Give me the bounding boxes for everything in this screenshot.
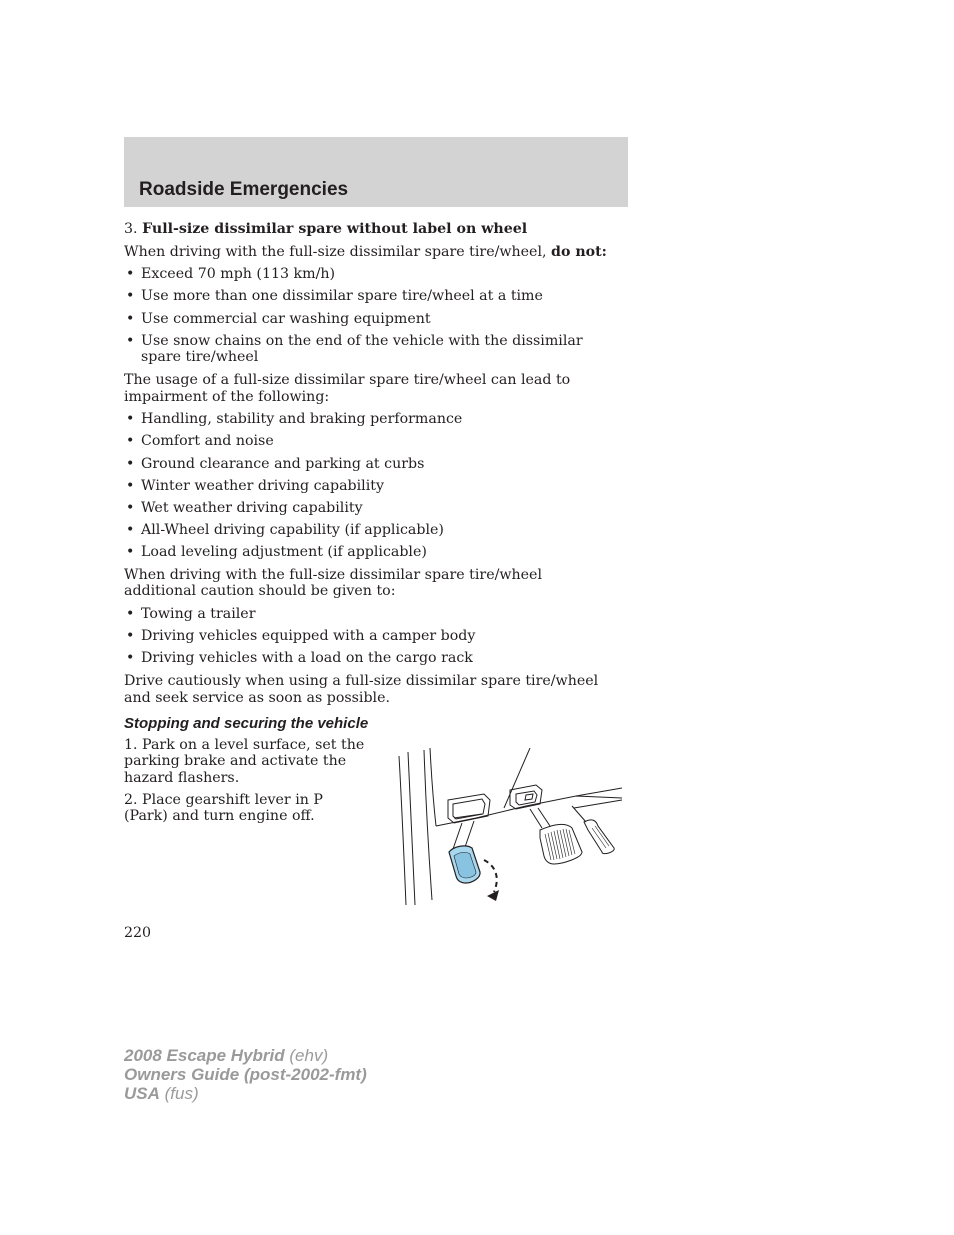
item-heading: Full-size dissimilar spare without label on wheel <box>142 221 528 237</box>
impairment-intro: The usage of a full-size dissimilar spare tire/wheel can lead to impairment of the following: <box>124 371 571 405</box>
footer-market-code: (fus) <box>159 1084 199 1103</box>
impairments-list <box>124 411 614 561</box>
list-item: • Use snow chains on the end of the vehicle with the dissimilar spare tire/wheel <box>124 333 614 366</box>
parking-brake-pedal-highlight <box>449 846 480 883</box>
list-item: • Load leveling adjustment (if applicable) <box>124 544 614 561</box>
list-item: • All-Wheel driving capability (if applicable) <box>124 522 614 539</box>
do-not-label: do not: <box>551 243 607 260</box>
list-item: • Driving vehicles equipped with a camper body <box>124 628 614 645</box>
donts-intro-text: When driving with the full-size dissimilar spare tire/wheel, <box>124 243 547 260</box>
footer-line-1 <box>124 1046 367 1065</box>
document-footer <box>124 1046 367 1103</box>
footer-guide: Owners Guide (post-2002-fmt) <box>124 1065 367 1084</box>
list-item: • Driving vehicles with a load on the cargo rack <box>124 650 614 667</box>
footer-model: 2008 Escape Hybrid <box>124 1046 285 1065</box>
section-title: Roadside Emergencies <box>139 179 349 200</box>
list-item: • Winter weather driving capability <box>124 478 614 495</box>
donts-list <box>124 266 614 366</box>
list-item: • Comfort and noise <box>124 433 614 450</box>
footer-market: USA <box>124 1084 160 1103</box>
parking-brake-pedal-illustration <box>396 748 624 908</box>
footer-line-2 <box>124 1065 367 1084</box>
step-1: 1. Park on a level surface, set the parking brake and activate the hazard flashers. <box>124 736 365 786</box>
section-header-band <box>124 137 628 207</box>
list-item: • Wet weather driving capability <box>124 500 614 517</box>
footer-line-3 <box>124 1084 367 1103</box>
caution-intro: When driving with the full-size dissimilar spare tire/wheel additional caution should be given to: <box>124 566 542 600</box>
stopping-steps <box>124 737 369 825</box>
step-2: 2. Place gearshift lever in P (Park) and turn engine off. <box>124 791 323 825</box>
item-3-heading <box>124 221 614 238</box>
list-item: • Exceed 70 mph (113 km/h) <box>124 266 614 283</box>
item-number: 3. <box>124 221 138 237</box>
list-item: • Use commercial car washing equipment <box>124 311 614 328</box>
list-item: • Handling, stability and braking performance <box>124 411 614 428</box>
footer-model-code: (ehv) <box>284 1046 329 1065</box>
page-content <box>124 221 614 830</box>
closing-paragraph: Drive cautiously when using a full-size dissimilar spare tire/wheel and seek service as soon as possible. <box>124 673 599 706</box>
list-item: • Ground clearance and parking at curbs <box>124 456 614 473</box>
stopping-heading: Stopping and securing the vehicle <box>124 715 369 733</box>
list-item: • Towing a trailer <box>124 606 614 623</box>
page-number: 220 <box>124 925 152 941</box>
list-item: • Use more than one dissimilar spare tire/wheel at a time <box>124 288 614 305</box>
donts-intro <box>124 244 614 261</box>
cautions-list <box>124 606 614 667</box>
